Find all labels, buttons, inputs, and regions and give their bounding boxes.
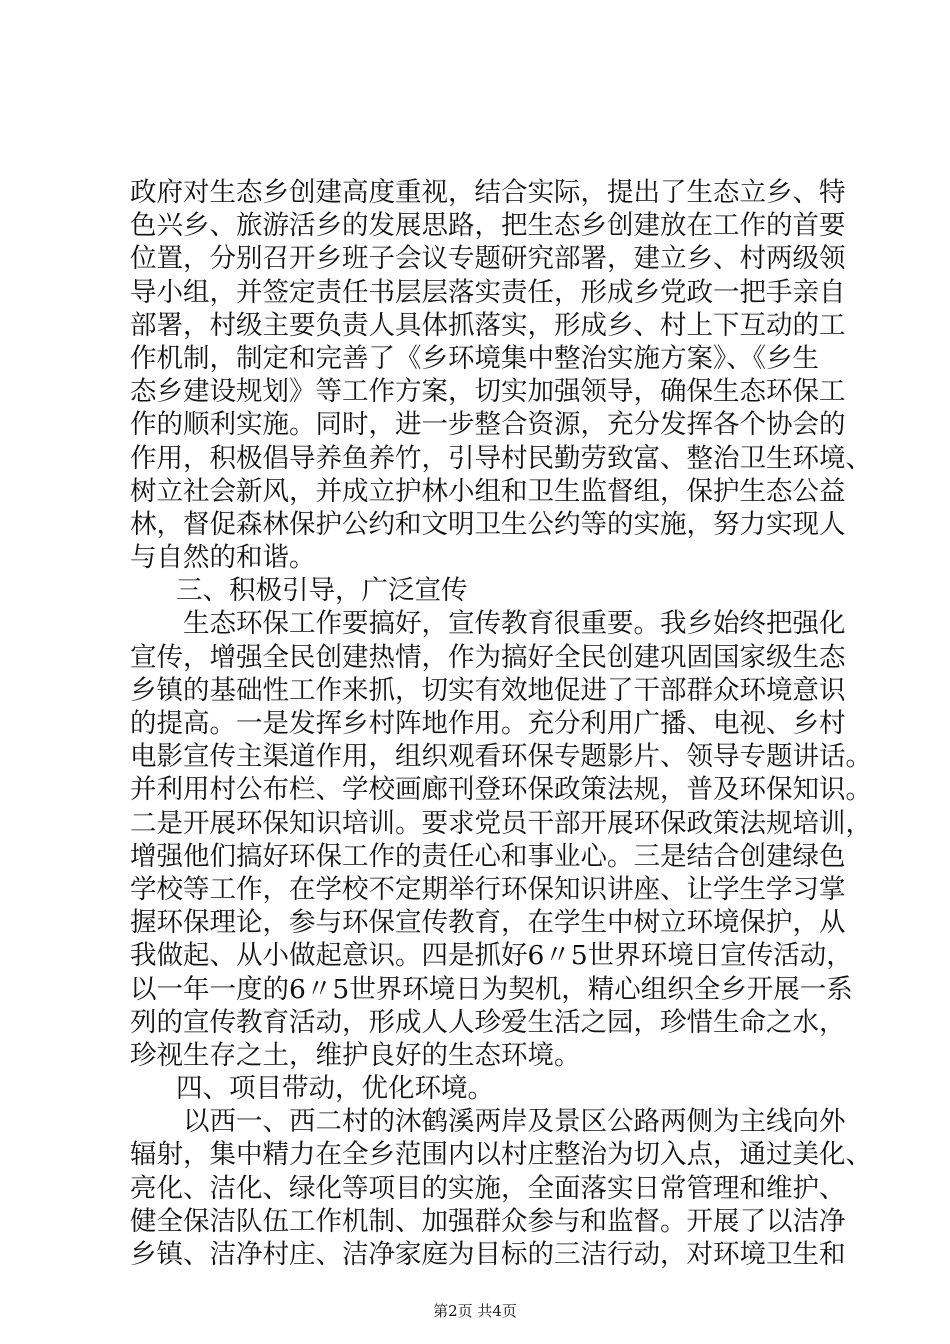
text-line: 我做起、从小做起意识。四是抓好6〃5世界环境日宣传活动， [130,940,853,972]
section-heading-3: 三、积极引导，广泛宣传 [176,575,468,607]
text-line: 态乡建设规划》等工作方案，切实加强领导，确保生态环保工 [130,376,846,408]
text-line: 作用，积极倡导养鱼养竹，引导村民勤劳致富、整治卫生环境、 [130,442,872,474]
text-line: 树立社会新风，并成立护林小组和卫生监督组，保护生态公益 [130,475,846,507]
text-line: 的提高。一是发挥乡村阵地作用。充分利用广播、电视、乡村 [130,708,846,739]
text-line: 亮化、洁化、绿化等项目的实施，全面落实日常管理和维护、 [130,1172,846,1204]
paragraph-2 [130,607,872,1072]
text-line: 林，督促森林保护公约和文明卫生公约等的实施，努力实现人 [130,508,846,540]
text-line: 与自然的和谐。 [130,542,316,574]
text-line: 健全保洁队伍工作机制、加强群众参与和监督。开展了以洁净 [130,1205,846,1237]
text-line: 二是开展环保知识培训。要求党员干部开展环保政策法规培训， [130,807,872,839]
text-line: 并利用村公布栏、学校画廊刊登环保政策法规，普及环保知识。 [130,774,872,806]
text-line: 政府对生态乡创建高度重视，结合实际，提出了生态立乡、特 [130,177,846,208]
text-line: 导小组，并签定责任书层层落实责任，形成乡党政一把手亲自 [130,276,846,308]
text-line: 电影宣传主渠道作用，组织观看环保专题影片、领导专题讲话。 [130,741,872,773]
text-line: 色兴乡、旅游活乡的发展思路，把生态乡创建放在工作的首要 [130,210,846,242]
text-line: 增强他们搞好环保工作的责任心和事业心。三是结合创建绿色 [130,840,846,872]
text-line: 生态环保工作要搞好，宣传教育很重要。我乡始终把强化 [183,608,846,640]
section-heading-4: 四、项目带动，优化环境。 [176,1073,494,1105]
page-number-footer: 第2页 共4页 [433,1302,517,1320]
text-line: 乡镇的基础性工作来抓，切实有效地促进了干部群众环境意识 [130,674,846,706]
text-line: 部署，村级主要负责人具体抓落实，形成乡、村上下互动的工 [130,309,846,341]
text-line: 珍视生存之土，维护良好的生态环境。 [130,1039,581,1071]
text-line: 学校等工作，在学校不定期举行环保知识讲座、让学生学习掌 [130,873,846,905]
text-line: 作机制，制定和完善了《乡环境集中整治实施方案》、《乡生 [130,342,819,374]
text-line: 以一年一度的6〃5世界环境日为契机，精心组织全乡开展一系 [130,973,853,1005]
text-line: 以西一、西二村的沐鹤溪两岸及景区公路两侧为主线向外 [183,1106,846,1138]
text-line: 辐射，集中精力在全乡范围内以村庄整治为切入点，通过美化、 [130,1139,872,1171]
text-line: 列的宣传教育活动，形成人人珍爱生活之园，珍惜生命之水， [130,1006,846,1038]
text-line: 作的顺利实施。同时，进一步整合资源，充分发挥各个协会的 [130,409,846,441]
paragraph-3 [130,1105,872,1271]
paragraph-1 [130,176,872,574]
text-line: 乡镇、洁净村庄、洁净家庭为目标的三洁行动，对环境卫生和 [130,1239,846,1270]
document-body [130,176,872,1271]
text-line: 握环保理论，参与环保宣传教育，在学生中树立环境保护，从 [130,907,846,939]
text-line: 位置，分别召开乡班子会议专题研究部署，建立乡、村两级领 [130,243,846,275]
text-line: 宣传，增强全民创建热情，作为搞好全民创建巩固国家级生态 [130,641,846,673]
